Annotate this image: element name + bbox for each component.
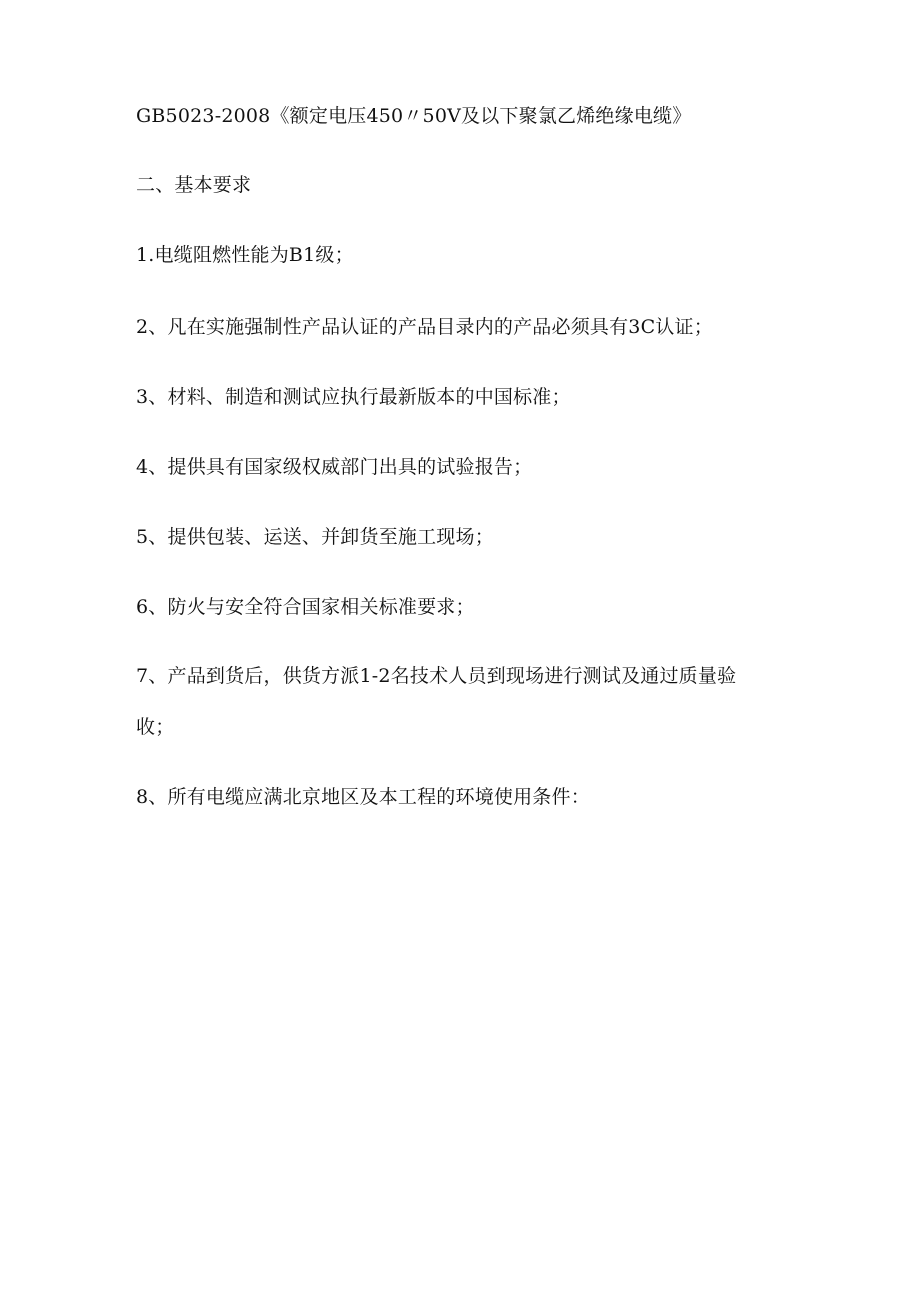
requirement-item-1: 1.电缆阻燃性能为B1级； xyxy=(136,244,354,266)
requirement-item-8: 8、所有电缆应满北京地区及本工程的环境使用条件： xyxy=(136,786,590,808)
requirement-item-4: 4、提供具有国家级权威部门出具的试验报告； xyxy=(136,456,533,478)
requirement-item-2: 2、凡在实施强制性产品认证的产品目录内的产品必须具有3C认证； xyxy=(136,316,713,338)
section-heading: 二、基本要求 xyxy=(136,174,252,196)
requirement-item-3: 3、材料、制造和测试应执行最新版本的中国标准； xyxy=(136,386,571,408)
requirement-item-6: 6、防火与安全符合国家相关标准要求； xyxy=(136,596,475,618)
requirement-item-7: 7、产品到货后，供货方派1-2名技术人员到现场进行测试及通过质量验 xyxy=(136,665,737,687)
requirement-item-7-continuation: 收； xyxy=(136,716,175,738)
requirement-item-5: 5、提供包装、运送、并卸货至施工现场； xyxy=(136,526,494,548)
standard-reference: GB5023-2008《额定电压450〃50V及以下聚氯乙烯绝缘电缆》 xyxy=(136,105,692,127)
